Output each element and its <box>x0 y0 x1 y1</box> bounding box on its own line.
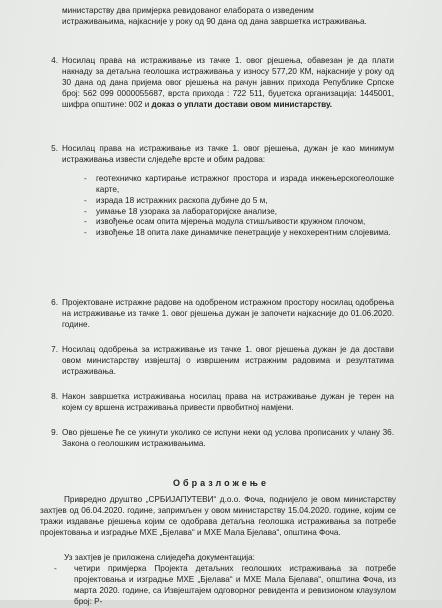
item-4-text: Носилац права на истраживање из тачке 1. овог рјешења, обавезан је да плати накнаду за детаљна геолошка истраживања у износу 577,20 КМ, најкасније у року од 30 дана од дана пријема овог рјешења на рачун јавних прихода Републике Српске број: 562 099 0000055687, врста прихода : 722 511, буџетска организација: 1445001, шифра општине: 002 и <box>62 56 394 109</box>
continuation-paragraph <box>62 6 392 28</box>
item-6-text: Пројектоване истражне радове на одобреном истражном простору носилац одобрења на истраживање из тачке 1. овог рјешења дужан је започети најкасније до 01.06.2020. године. <box>62 298 394 329</box>
list-item: - израда 18 истражних раскопа дубине до 5 м, <box>82 196 394 207</box>
section-title: Образложење <box>173 478 269 488</box>
list-item: - геотехничко картирање истражног простора и израда инжењерскогеолошке карте, <box>82 174 394 196</box>
attached-list <box>52 564 396 608</box>
item-9-text: Ово рјешење ће се укинути уколико се испуни неки од услова прописаних у члану 36. Закона о геолошким истраживањима. <box>62 428 394 448</box>
reasoning-paragraph: Привредно друштво „СРБИЈАПУТЕВИ“ д.о.о. Фоча, поднијело је овом министарству захтјев од 06.04.2020. године, запримљен у овом министарству 15.04.2020. године, којим се тражи издавање рјешења којим се одобрава детаљна геолошка истраживања за потребе пројектовања и изградње МХЕ „Бјелава“ и МХЕ Мала Бјелава“, општина Фоча. <box>40 495 396 537</box>
item-5-number: 5. <box>51 144 58 153</box>
item-6-number: 6. <box>51 298 58 307</box>
item-4-bold-text: доказ о уплати достави овом министарству. <box>151 99 333 109</box>
list-item: - четири примјерка Пројекта детаљних геолошких истраживања за потребе пројектовања и изградње МХЕ „Бјелава“ и МХЕ Мала Бјелава“, општина Фоча, из марта 2020. године, са Извјештајем одговорног ревидента и ревизионом клаузулом број: Р- <box>52 564 396 608</box>
item-5-list <box>82 174 394 239</box>
continuation-line-2: истраживањима, најкасније у року од 90 дана од дана завршетка истраживања. <box>62 16 367 26</box>
continuation-line-1: министарству два примјерка ревидованог елабората о изведеним <box>62 6 314 15</box>
item-4-number: 4. <box>51 56 58 65</box>
item-8-number: 8. <box>51 392 58 401</box>
item-7-number: 7. <box>51 345 58 354</box>
list-item: - извођење 18 опита лаке динамичке пенетрације у некохерентним слојевима. <box>82 228 394 239</box>
attached-intro: Уз захтјев је приложена слиједећа документација: <box>64 553 255 562</box>
item-7-text: Носилац одобрења за истраживање из тачке 1. овог рјешења дужан је да достави овом министарству извјештај о извршеним истражним радовима и резултатима истраживања. <box>62 345 394 376</box>
list-item: - уимање 18 узорака за лабораторијске анализе, <box>82 207 394 218</box>
list-item: - извођење осам опита мјерења модула стишљивости кружном плочом, <box>82 217 394 228</box>
item-9-number: 9. <box>51 428 58 437</box>
item-8-text: Након завршетка истраживања носилац права на истраживање дужан је терен на којем су вршена истраживања привести првобитној намјени. <box>62 392 394 412</box>
item-5-intro: Носилац права на истраживање из тачке 1. овог рјешења, дужан је као минимум истраживања извести слједеће врсте и обим радова: <box>62 144 394 164</box>
